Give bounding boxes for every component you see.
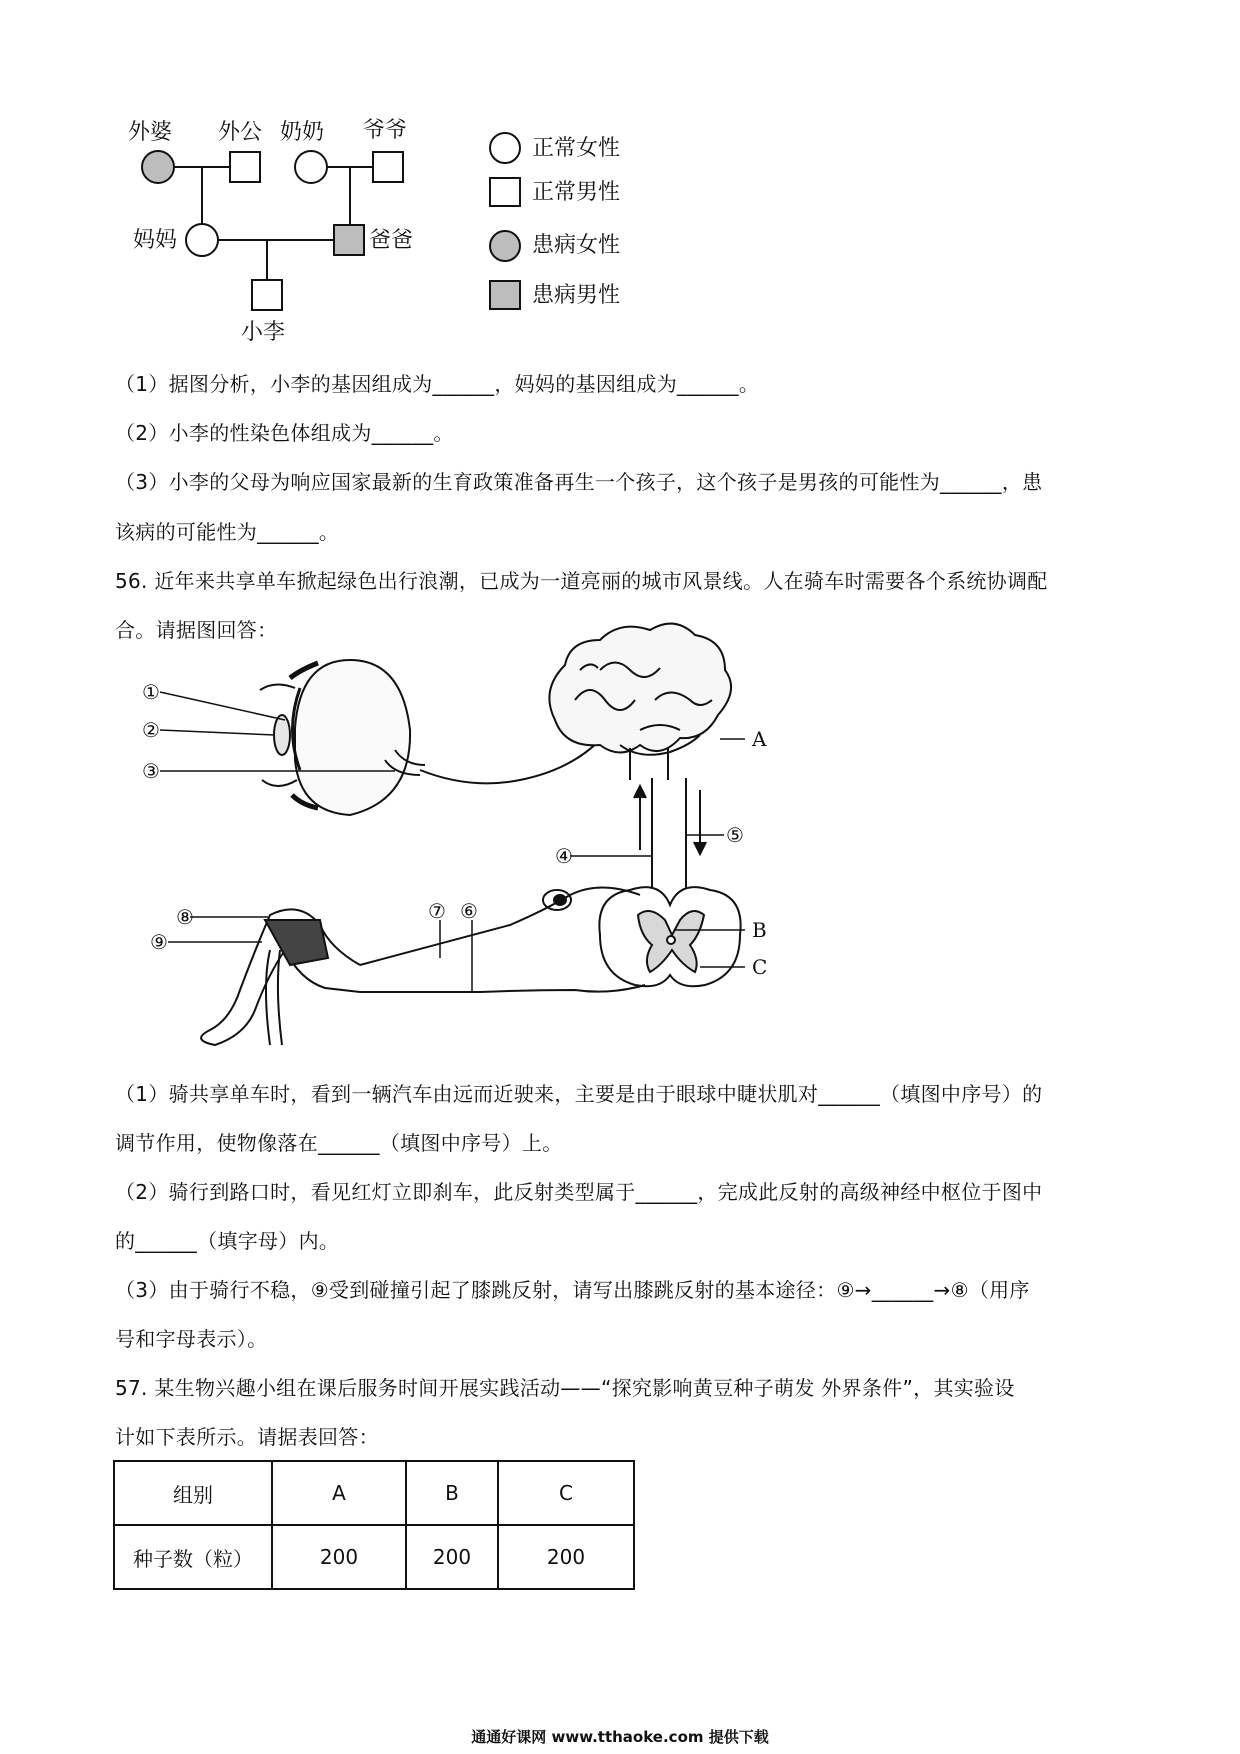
diagram-label-3: ③ bbox=[142, 759, 160, 783]
experiment-table bbox=[113, 1460, 635, 1590]
diagram-label-B: B bbox=[752, 918, 767, 942]
diagram-label-1: ① bbox=[142, 680, 160, 704]
label-waigong: 外公 bbox=[218, 120, 263, 145]
legend-label-normal-male: 正常男性 bbox=[532, 180, 621, 205]
table-cell: 200 bbox=[406, 1525, 498, 1589]
q56-part2-line1: （2）骑行到路口时，看见红灯立即刹车，此反射类型属于______，完成此反射的高级神经中枢位于图中 bbox=[115, 1180, 1043, 1204]
q56-part3-line1: （3）由于骑行不稳，⑨受到碰撞引起了膝跳反射，请写出膝跳反射的基本途径：⑨→______→⑧（用序 bbox=[115, 1278, 1030, 1302]
table-row bbox=[114, 1525, 634, 1589]
label-xiaoli: 小李 bbox=[241, 320, 286, 345]
q57-intro-line1: 57. 某生物兴趣小组在课后服务时间开展实践活动——“探究影响黄豆种子萌发 外界条件”，其实验设 bbox=[115, 1376, 1015, 1400]
legend-label-affected-female: 患病女性 bbox=[532, 233, 621, 258]
q55-part3-line1: （3）小李的父母为响应国家最新的生育政策准备再生一个孩子，这个孩子是男孩的可能性为______，患 bbox=[115, 470, 1043, 494]
diagram-label-4: ④ bbox=[555, 844, 573, 868]
label-mama: 妈妈 bbox=[133, 228, 178, 253]
q56-part1-line2: 调节作用，使物像落在______（填图中序号）上。 bbox=[115, 1131, 563, 1155]
label-yeye: 爷爷 bbox=[363, 118, 408, 143]
q56-part1-line1: （1）骑共享单车时，看到一辆汽车由远而近驶来，主要是由于眼球中睫状肌对______（填图中序号）的 bbox=[115, 1082, 1043, 1106]
table-header-row bbox=[114, 1461, 634, 1525]
q56-intro-line2: 合。请据图回答： bbox=[115, 618, 278, 642]
table-cell: 种子数（粒） bbox=[114, 1525, 272, 1589]
q55-part3-line2: 该病的可能性为______。 bbox=[115, 520, 340, 544]
spinal-cord-section bbox=[599, 887, 740, 986]
diagram-label-6: ⑥ bbox=[460, 899, 478, 923]
label-waipo: 外婆 bbox=[128, 120, 173, 145]
q56-intro-line1: 56. 近年来共享单车掀起绿色出行浪潮，已成为一道亮丽的城市风景线。人在骑车时需要各个系统协调配 bbox=[115, 569, 1048, 593]
diagram-label-C: C bbox=[752, 955, 768, 979]
label-nainai: 奶奶 bbox=[280, 120, 325, 145]
table-header-cell: 组别 bbox=[114, 1461, 272, 1525]
page-footer: 通通好课网 www.tthaoke.com 提供下载 bbox=[471, 1728, 769, 1746]
label-baba: 爸爸 bbox=[369, 228, 414, 253]
diagram-label-9: ⑨ bbox=[150, 930, 168, 954]
q56-part3-line2: 号和字母表示）。 bbox=[115, 1327, 268, 1351]
eye-illustration bbox=[260, 660, 425, 815]
q55-part1: （1）据图分析，小李的基因组成为______，妈妈的基因组成为______。 bbox=[115, 372, 760, 396]
legend-label-normal-female: 正常女性 bbox=[532, 136, 621, 161]
table-cell: 200 bbox=[272, 1525, 406, 1589]
brain-illustration bbox=[549, 624, 731, 780]
q55-part2: （2）小李的性染色体组成为______。 bbox=[115, 421, 454, 445]
diagram-label-5: ⑤ bbox=[726, 823, 744, 847]
leg-illustration bbox=[201, 909, 360, 1045]
table-header-cell: A bbox=[272, 1461, 406, 1525]
diagram-label-8: ⑧ bbox=[176, 905, 194, 929]
q56-part2-line2: 的______（填字母）内。 bbox=[115, 1229, 340, 1253]
diagram-label-A: A bbox=[752, 727, 767, 751]
q57-intro-line2: 计如下表所示。请据表回答： bbox=[115, 1425, 379, 1449]
table-cell: 200 bbox=[498, 1525, 634, 1589]
diagram-label-2: ② bbox=[142, 718, 160, 742]
table-header-cell: B bbox=[406, 1461, 498, 1525]
table-header-cell: C bbox=[498, 1461, 634, 1525]
legend-label-affected-male: 患病男性 bbox=[532, 283, 621, 308]
diagram-label-7: ⑦ bbox=[428, 899, 446, 923]
